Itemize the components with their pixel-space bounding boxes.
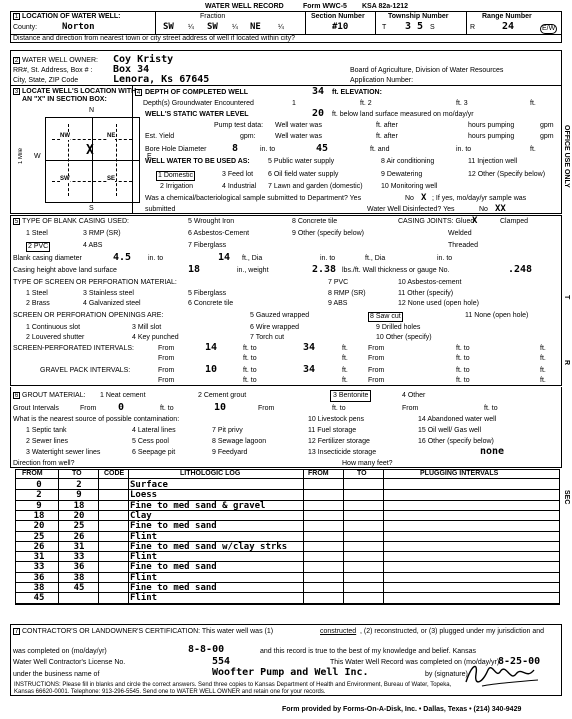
opening-drilled[interactable]: 9 Drilled holes — [376, 324, 421, 331]
distance-label: Distance and direction from nearest town or city street address of well if located within city? — [13, 35, 296, 42]
blank-in-to-3: in. to — [437, 255, 453, 262]
gravel-from-2: From — [368, 367, 385, 374]
casing-other[interactable]: 9 Other (specify below) — [292, 230, 364, 237]
screen-pvc[interactable]: 7 PVC — [328, 279, 349, 286]
compass-s: S — [89, 205, 94, 212]
screen-abs[interactable]: 9 ABS — [328, 300, 348, 307]
contam-oil-gas[interactable]: 15 Oil well/ Gas well — [418, 427, 482, 434]
fraction-label: Fraction — [200, 13, 226, 20]
screen-asbestos[interactable]: 10 Asbestos-cement — [398, 279, 462, 286]
quarter-mark-3: ¼ — [278, 24, 284, 31]
perf-ft-3: ft. — [342, 355, 348, 362]
grout-label: GROUT MATERIAL: — [22, 392, 86, 399]
section-number-value[interactable]: #10 — [332, 22, 349, 32]
grout-to-value[interactable]: 10 — [214, 402, 227, 413]
casing-abs[interactable]: 4 ABS — [83, 242, 103, 249]
contam-cess-pool[interactable]: 5 Cess pool — [132, 438, 169, 445]
pump-test-label: Pump test data: — [214, 122, 264, 129]
screen-label: TYPE OF SCREEN OR PERFORATION MATERIAL: — [13, 279, 177, 286]
perf-ft-4: ft. — [540, 355, 546, 362]
gravel-from-1: From — [158, 367, 175, 374]
perf-from-value[interactable]: 14 — [205, 342, 218, 353]
contam-watertight[interactable]: 3 Watertight sewer lines — [26, 449, 101, 456]
bact-no: No — [405, 195, 414, 202]
grout-from-3: From — [402, 405, 419, 412]
contam-other[interactable]: 16 Other (specify below) — [418, 438, 494, 445]
side-r-label: R — [563, 360, 570, 366]
cell-lithology[interactable]: Fine to med sand — [130, 521, 217, 532]
bore-in-to-2: in. to — [456, 146, 472, 153]
perf-ft-to-3: ft. to — [243, 355, 257, 362]
contam-insecticide[interactable]: 13 Insecticide storage — [308, 449, 377, 456]
bore-ft: ft. — [530, 146, 536, 153]
use-dewatering[interactable]: 9 Dewatering — [381, 171, 423, 178]
cell-to[interactable]: 33 — [73, 552, 85, 563]
casing-wrought-iron[interactable]: 5 Wrought Iron — [188, 218, 235, 225]
well-water-was-1: Well water was — [275, 122, 322, 129]
compass-e: E — [147, 153, 152, 160]
blank-ft-dia-2: ft., Dia — [365, 255, 386, 262]
gravel-ft-3: ft. — [342, 377, 348, 384]
city-label: City, State, ZIP Code — [13, 77, 79, 84]
casing-pvc[interactable]: 2 PVC — [28, 243, 49, 250]
gravel-from-4: From — [368, 377, 385, 384]
grid-nw: NW — [60, 133, 70, 139]
grid-ne: NE — [107, 133, 116, 139]
contam-other-value[interactable]: none — [480, 446, 505, 457]
cell-from[interactable]: 2 — [36, 490, 42, 501]
grout-from-2: From — [258, 405, 275, 412]
compass-n: N — [89, 107, 95, 114]
wall-thickness-label: lbs./ft. Wall thickness or gauge No. — [342, 267, 450, 274]
mile-label: 1 Mile — [18, 148, 24, 165]
cell-lithology[interactable]: Fine to med sand & gravel — [130, 500, 266, 511]
static-level-value[interactable]: 20 — [312, 108, 325, 119]
casing-weight-value[interactable]: 2.38 — [312, 264, 337, 275]
bact-label: Was a chemical/bacteriological sample submitted to Department? Yes — [145, 195, 362, 202]
signature-image — [462, 656, 542, 692]
perf-ft-1: ft. — [342, 345, 348, 352]
locate-label-2: AN "X" IN SECTION BOX: — [22, 96, 107, 103]
depth-value[interactable]: 34 — [312, 86, 325, 97]
grout-neat[interactable]: 1 Neat cement — [100, 392, 146, 399]
static-level-label: WELL'S STATIC WATER LEVEL — [145, 111, 249, 118]
grout-from-1: From — [80, 405, 97, 412]
footer-credit: Form provided by Forms-On-A-Disk, Inc. • Dallas, Texas • (214) 340-9429 — [282, 706, 522, 713]
casing-label: TYPE OF BLANK CASING USED: — [22, 218, 129, 225]
joints-glued-label: CASING JOINTS: Glued — [398, 218, 475, 225]
casing-height-value[interactable]: 18 — [188, 264, 201, 275]
screen-rmp[interactable]: 8 RMP (SR) — [328, 290, 366, 297]
cell-to[interactable]: 2 — [76, 480, 82, 490]
locate-label-1: LOCATE WELL'S LOCATION WITH — [22, 88, 137, 95]
instructions-line-2: Kansas 66620-0001. Telephone: 913-296-5545. Send one to WATER WELL OWNER and retain one for your records. — [14, 689, 326, 695]
grid-se: SE — [107, 176, 116, 182]
use-injection[interactable]: 11 Injection well — [468, 158, 518, 165]
cell-from[interactable]: 38 — [33, 583, 45, 593]
form-title: WATER WELL RECORD — [205, 3, 284, 10]
use-irrigation[interactable]: 2 Irrigation — [160, 183, 194, 190]
well-location-mark: X — [86, 143, 94, 158]
elevation-label: ft. ELEVATION: — [332, 89, 382, 96]
screen-concrete[interactable]: 6 Concrete tile — [188, 300, 234, 307]
gravel-ft-4: ft. — [540, 377, 546, 384]
cell-lithology[interactable]: Fine to med sand — [130, 583, 217, 593]
how-many-feet-label: How many feet? — [342, 460, 393, 467]
contam-lateral[interactable]: 4 Lateral lines — [132, 427, 176, 434]
license-label: Water Well Contractor's License No. — [13, 659, 126, 666]
contam-fuel[interactable]: 11 Fuel storage — [308, 427, 357, 434]
cell-from[interactable]: 0 — [36, 480, 42, 490]
grid-sw: SW — [60, 176, 70, 182]
section-1-number: 1 — [14, 14, 19, 20]
application-label: Application Number: — [350, 77, 414, 84]
section-number-label: Section Number — [311, 13, 365, 20]
side-sec-label: SEC — [563, 490, 570, 505]
cell-from[interactable]: 25 — [33, 531, 45, 542]
screen-none[interactable]: 12 None used (open hole) — [398, 300, 479, 307]
township-t: T — [382, 24, 387, 31]
cell-from[interactable]: 45 — [33, 593, 45, 604]
signature-label: by (signature) — [425, 671, 468, 678]
office-use-label: OFFICE USE ONLY — [563, 125, 570, 188]
opening-continuous[interactable]: 1 Continuous slot — [26, 324, 81, 331]
form-number: Form WWC-5 — [303, 3, 347, 10]
perf-intervals-label: SCREEN-PERFORATED INTERVALS: — [13, 345, 134, 352]
perf-from-3: From — [158, 355, 175, 362]
blank-dia-label: Blank casing diameter — [13, 255, 82, 262]
perf-from-1: From — [158, 345, 175, 352]
cell-from[interactable]: 9 — [36, 500, 42, 511]
perf-ft-to-1: ft. to — [243, 345, 257, 352]
casing-steel[interactable]: 1 Steel — [26, 230, 48, 237]
board-label: Board of Agriculture, Division of Water Resources — [350, 67, 504, 74]
opening-wire[interactable]: 6 Wire wrapped — [250, 324, 300, 331]
contam-sewer[interactable]: 2 Sewer lines — [26, 438, 69, 445]
business-label: under the business name of — [13, 671, 100, 678]
submitted-label: submitted — [145, 206, 176, 213]
opening-gauzed[interactable]: 5 Gauzed wrapped — [250, 312, 310, 319]
grout-from-value[interactable]: 0 — [118, 402, 125, 413]
section-7-number: 7 — [14, 629, 19, 635]
gravel-from-3: From — [158, 377, 175, 384]
section-2-number: 2 — [14, 58, 19, 64]
township-value[interactable]: 3 5 — [405, 21, 424, 32]
grout-ft-to-1: ft. to — [160, 405, 174, 412]
cell-from[interactable]: 31 — [33, 552, 45, 563]
opening-other[interactable]: 10 Other (specify) — [376, 334, 432, 341]
hours-pumping-1: hours pumping — [468, 122, 515, 129]
joints-glued-mark[interactable]: X — [472, 216, 478, 226]
grout-ft-to-3: ft. to — [484, 405, 498, 412]
section-3-number: 3 — [14, 89, 19, 95]
owner-value[interactable]: Coy Kristy — [113, 54, 174, 65]
cell-lithology[interactable]: Clay — [130, 510, 152, 521]
cell-lithology[interactable]: Surface — [130, 480, 168, 490]
grout-other[interactable]: 4 Other — [402, 392, 426, 399]
cell-to[interactable]: 38 — [73, 572, 85, 583]
blank-in-to: in. to — [148, 255, 164, 262]
blank-to-value[interactable]: 14 — [218, 252, 231, 263]
cell-to[interactable]: 26 — [73, 531, 85, 542]
hours-pumping-2: hours pumping — [468, 133, 515, 140]
certification-label: CONTRACTOR'S OR LANDOWNER'S CERTIFICATION: This water well was (1) — [22, 628, 274, 635]
contam-seepage[interactable]: 6 Seepage pit — [132, 449, 176, 456]
disinfected-no: No — [479, 206, 488, 213]
was-completed-label: was completed on (mo/day/yr) — [13, 648, 107, 655]
cell-lithology[interactable]: Flint — [130, 572, 158, 583]
business-value[interactable]: Woofter Pump and Well Inc. — [212, 667, 369, 678]
use-oil-field[interactable]: 6 Oil field water supply — [268, 171, 339, 178]
screen-other[interactable]: 11 Other (specify) — [398, 290, 454, 297]
record-completed-label: This Water Well Record was completed on (mo/day/yr) — [330, 659, 500, 666]
location-label: LOCATION OF WATER WELL: — [22, 13, 121, 20]
quarter-mark-2: ¼ — [232, 24, 238, 31]
contam-feedyard[interactable]: 9 Feedyard — [212, 449, 248, 456]
bore-in-to: in. to — [260, 146, 276, 153]
contam-pit-privy[interactable]: 7 Pit privy — [212, 427, 243, 434]
use-feed-lot[interactable]: 3 Feed lot — [222, 171, 254, 178]
wall-thickness-value[interactable]: .248 — [508, 264, 533, 275]
gpm-3: gpm — [540, 133, 554, 140]
contam-septic[interactable]: 1 Septic tank — [26, 427, 67, 434]
use-air-conditioning[interactable]: 8 Air conditioning — [381, 158, 435, 165]
cell-lithology[interactable]: Loess — [130, 490, 158, 501]
cell-to[interactable]: 36 — [73, 562, 85, 573]
contam-livestock[interactable]: 10 Livestock pens — [308, 416, 365, 423]
gpm-1: gpm — [540, 122, 554, 129]
owner-label: WATER WELL OWNER: — [22, 57, 98, 64]
opening-mill-slot[interactable]: 3 Mill slot — [132, 324, 162, 331]
quarter-3[interactable]: NE — [250, 22, 261, 32]
address-value[interactable]: Box 34 — [113, 64, 150, 75]
contam-abandoned[interactable]: 14 Abandoned water well — [418, 416, 497, 423]
disinfected-mark[interactable]: XX — [495, 204, 506, 214]
opening-saw-cut[interactable]: 8 Saw cut — [370, 313, 401, 320]
range-r: R — [470, 24, 476, 31]
record-true-label: and this record is true to the best of my knowledge and belief. Kansas — [260, 648, 476, 655]
perf-ft-to-2: ft. to — [456, 345, 470, 352]
col-from2-header: FROM — [308, 470, 329, 477]
disinfected-label: Water Well Disinfected? Yes — [367, 206, 455, 213]
direction-label: Direction from well? — [13, 460, 75, 467]
depth-label: DEPTH OF COMPLETED WELL — [145, 89, 249, 96]
perf-ft-2: ft. — [540, 345, 546, 352]
static-level-tail: ft. below land surface measured on mo/day/yr — [332, 111, 474, 118]
township-label: Township Number — [388, 13, 449, 20]
range-value[interactable]: 24 — [502, 21, 515, 32]
constructed-choice[interactable]: constructed — [320, 628, 357, 635]
instructions-line-1: INSTRUCTIONS: Please fill in blanks and circle the correct answers. Send three copies to Kansas Department of Health and Environment, Bureau of Water, Topeka, — [14, 682, 452, 688]
table-row — [15, 573, 560, 583]
range-label: Range Number — [482, 13, 532, 20]
county-value[interactable]: Norton — [62, 22, 95, 32]
opening-key-punched[interactable]: 4 Key punched — [132, 334, 179, 341]
bact-no-mark[interactable]: X — [421, 193, 427, 203]
cell-to[interactable]: 20 — [73, 510, 85, 521]
gravel-to-value[interactable]: 34 — [303, 364, 316, 375]
blank-ft-dia-1: ft., Dia — [242, 255, 263, 262]
use-public[interactable]: 5 Public water supply — [268, 158, 335, 165]
gravel-ft-to-1: ft. to — [243, 367, 257, 374]
bore-to-value[interactable]: 45 — [316, 143, 329, 154]
gpm-2: gpm: — [240, 133, 256, 140]
grout-bentonite[interactable]: 3 Bentonite — [330, 390, 371, 402]
use-domestic[interactable]: 1 Domestic — [158, 172, 194, 179]
cell-to[interactable]: 9 — [76, 490, 82, 501]
well-water-was-2: Well water was — [275, 133, 322, 140]
compass-w: W — [34, 153, 41, 160]
use-other[interactable]: 12 Other (Specify below) — [468, 171, 546, 178]
cell-from[interactable]: 36 — [33, 572, 45, 583]
bore-ft-and: ft. and — [370, 146, 390, 153]
license-value[interactable]: 554 — [212, 656, 231, 667]
cell-to[interactable]: 31 — [73, 541, 85, 552]
range-ew[interactable]: E/W — [542, 25, 556, 32]
screen-steel[interactable]: 1 Steel — [26, 290, 48, 297]
cell-from[interactable]: 20 — [33, 521, 45, 532]
screen-fiberglass[interactable]: 5 Fiberglass — [188, 290, 227, 297]
casing-weight-label: in., weight — [237, 267, 269, 274]
ft-after-1: ft. after — [376, 122, 398, 129]
township-s: S — [430, 24, 435, 31]
address-label: RR#, St. Address, Box # : — [13, 67, 93, 74]
casing-rmp[interactable]: 3 RMP (SR) — [83, 230, 121, 237]
cell-lithology[interactable]: Fine to med sand w/clay strks — [130, 541, 288, 552]
gravel-label: GRAVEL PACK INTERVALS: — [40, 367, 131, 374]
groundwater-label: Depth(s) Groundwater Encountered — [143, 100, 254, 107]
perf-from-2: From — [368, 345, 385, 352]
cell-from[interactable]: 18 — [33, 510, 45, 521]
cell-lithology[interactable]: Flint — [130, 531, 158, 542]
joints-welded[interactable]: Welded — [448, 230, 472, 237]
cell-to[interactable]: 18 — [73, 500, 85, 511]
gravel-ft-to-3: ft. to — [243, 377, 257, 384]
ft-after-2: ft. after — [376, 133, 398, 140]
screen-galvanized[interactable]: 4 Galvanized steel — [83, 300, 141, 307]
perf-from-4: From — [368, 355, 385, 362]
opening-none[interactable]: 11 None (open hole) — [465, 312, 529, 319]
opening-louvered[interactable]: 2 Louvered shutter — [26, 334, 85, 341]
col-from-header: FROM — [22, 470, 43, 477]
use-lawn[interactable]: 7 Lawn and garden (domestic) — [268, 183, 363, 190]
perf-to-value[interactable]: 34 — [303, 342, 316, 353]
col-lithologic-header: LITHOLOGIC LOG — [180, 470, 241, 477]
grout-cement[interactable]: 2 Cement grout — [198, 392, 247, 399]
opening-torch[interactable]: 7 Torch cut — [250, 334, 285, 341]
col-code-header: CODE — [104, 470, 125, 477]
perf-ft-to-4: ft. to — [456, 355, 470, 362]
casing-concrete[interactable]: 8 Concrete tile — [292, 218, 338, 225]
screen-stainless[interactable]: 3 Stainless steel — [83, 290, 134, 297]
joints-clamped[interactable]: Clamped — [500, 218, 529, 225]
section-4-number: 4 — [136, 90, 141, 96]
cell-lithology[interactable]: Flint — [130, 552, 158, 563]
grout-ft-to-2: ft. to — [332, 405, 346, 412]
completed-date[interactable]: 8-8-00 — [188, 644, 225, 655]
est-yield-label: Est. Yield — [145, 133, 175, 140]
gravel-from-value[interactable]: 10 — [205, 364, 218, 375]
section-5-number: 5 — [14, 219, 19, 225]
cell-to[interactable]: 45 — [73, 583, 85, 593]
cell-from[interactable]: 26 — [33, 541, 45, 552]
col-to-header: TO — [72, 470, 82, 477]
casing-asbestos[interactable]: 6 Asbestos-Cement — [188, 230, 250, 237]
quarter-mark-1: ¼ — [188, 24, 194, 31]
blank-in-to-2: in. to — [320, 255, 336, 262]
casing-height-label: Casing height above land surface — [13, 267, 117, 274]
gravel-ft-to-2: ft. to — [456, 367, 470, 374]
table-row — [15, 521, 560, 531]
certification-label-2: , (2) reconstructed, or (3) plugged under my jurisdiction and — [360, 628, 545, 635]
cell-to[interactable]: 25 — [73, 521, 85, 532]
grout-intervals-label: Grout Intervals — [13, 405, 59, 412]
joints-threaded[interactable]: Threaded — [448, 242, 478, 249]
bore-label: Bore Hole Diameter — [145, 146, 207, 153]
county-label: County: — [13, 24, 38, 31]
contam-lagoon[interactable]: 8 Sewage lagoon — [212, 438, 267, 445]
use-industrial[interactable]: 4 Industrial — [222, 183, 257, 190]
use-label: WELL WATER TO BE USED AS: — [145, 158, 250, 165]
cell-from[interactable]: 33 — [33, 562, 45, 573]
side-t-label: T — [563, 295, 570, 300]
gravel-ft-1: ft. — [342, 367, 348, 374]
casing-fiberglass[interactable]: 7 Fiberglass — [188, 242, 227, 249]
bore-value[interactable]: 8 — [232, 143, 239, 154]
groundwater-ft: ft. — [530, 100, 536, 107]
section-6-number: 6 — [14, 393, 19, 399]
groundwater-1: 1 — [292, 100, 296, 107]
cell-lithology[interactable]: Flint — [130, 593, 158, 604]
screen-brass[interactable]: 2 Brass — [26, 300, 50, 307]
record-completed-date[interactable]: 8-25-00 — [498, 656, 541, 667]
contamination-label: What is the nearest source of possible contamination: — [13, 416, 180, 423]
cell-lithology[interactable]: Fine to med sand — [130, 562, 217, 573]
col-plugging-header: PLUGGING INTERVALS — [420, 470, 499, 477]
quarter-2[interactable]: SW — [207, 22, 218, 32]
groundwater-2: ft. 2 — [360, 100, 372, 107]
gravel-ft-2: ft. — [540, 367, 546, 374]
groundwater-3: ft. 3 — [456, 100, 468, 107]
city-value[interactable]: Lenora, Ks 67645 — [113, 74, 210, 85]
openings-label: SCREEN OR PERFORATION OPENINGS ARE: — [13, 312, 164, 319]
col-to2-header: TO — [357, 470, 367, 477]
quarter-1[interactable]: SW — [163, 22, 174, 32]
use-monitoring[interactable]: 10 Monitoring well — [381, 183, 438, 190]
blank-dia-value[interactable]: 4.5 — [113, 252, 132, 263]
bact-tail: ; If yes, mo/day/yr sample was — [432, 195, 527, 202]
contam-fertilizer[interactable]: 12 Fertilizer storage — [308, 438, 370, 445]
ksa-reference: KSA 82a-1212 — [362, 3, 409, 10]
gravel-ft-to-4: ft. to — [456, 377, 470, 384]
